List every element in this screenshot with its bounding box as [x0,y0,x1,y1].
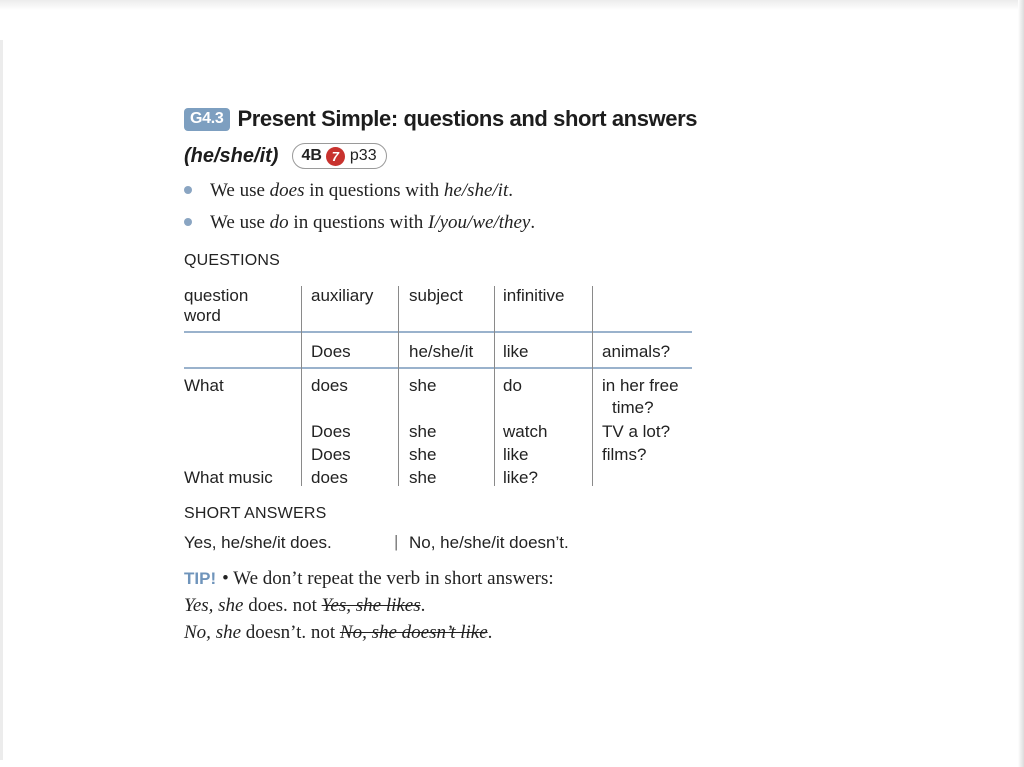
incorrect-example: No, she doesn’t like [339,622,488,643]
table-cell: he/she/it [409,342,474,361]
tip-text: • We don’t repeat the verb in short answers: [222,568,554,589]
section-badge: G4.3 [184,108,230,131]
incorrect-example: Yes, she likes [321,595,421,616]
table-cell: films? [602,445,647,464]
header-auxiliary: auxiliary [311,286,374,305]
header-infinitive: infinitive [503,286,565,305]
table-divider [184,331,692,333]
table-cell: does [311,468,348,487]
column-divider [301,286,302,486]
tip-example-no: No, she doesn’t. not No, she doesn’t like. [184,622,493,643]
section-title: Present Simple: questions and short answers [237,106,698,131]
column-divider [494,286,495,486]
table-cell: she [409,445,437,464]
book-reference [292,143,386,169]
column-divider [592,286,593,486]
table-cell: TV a lot? [602,422,671,441]
header-question-word-1: question [184,286,249,305]
table-cell: she [409,422,437,441]
short-answers-label: SHORT ANSWERS [184,505,327,522]
table-cell: like [503,342,529,361]
questions-label: QUESTIONS [184,252,281,269]
scan-edge-left [0,40,3,760]
scan-edge-top [0,0,1024,10]
rule-bullet: We use does in questions with he/she/it. [184,180,513,202]
table-cell: in her free [602,376,679,395]
table-cell: Does [311,342,351,361]
table-cell: like? [503,468,538,487]
header-question-word-2: word [184,306,221,325]
scan-edge-right [1018,0,1024,767]
table-cell: Does [311,445,351,464]
table-cell: she [409,468,437,487]
section-heading [184,104,697,134]
tip-example-yes: Yes, she does. not Yes, she likes. [184,595,426,616]
bullet-dot-icon [184,218,192,226]
table-cell: What [184,376,224,395]
table-cell: What music [184,468,273,487]
table-cell: like [503,445,529,464]
pronoun-subtitle: (he/she/it) [184,144,279,167]
table-cell: Does [311,422,351,441]
tip-label: TIP! [184,569,217,588]
header-subject: subject [409,286,463,305]
rule-bullet: We use do in questions with I/you/we/they. [184,212,535,234]
table-cell: animals? [602,342,671,361]
table-cell: watch [503,422,548,441]
tip-note [184,568,554,590]
table-divider [184,367,692,369]
short-answer-separator: | [394,532,399,551]
ref-page: p33 [349,147,377,164]
ref-unit-code: 4B [301,147,322,164]
column-divider [398,286,399,486]
table-cell: does [311,376,348,395]
bullet-dot-icon [184,186,192,194]
ref-number-badge: 7 [326,147,345,166]
table-cell: time? [612,398,654,417]
short-answer-no: No, he/she/it doesn’t. [409,533,569,552]
short-answer-yes: Yes, he/she/it does. [184,533,332,552]
section-subheading [184,140,387,172]
table-cell: do [503,376,522,395]
table-cell: she [409,376,437,395]
